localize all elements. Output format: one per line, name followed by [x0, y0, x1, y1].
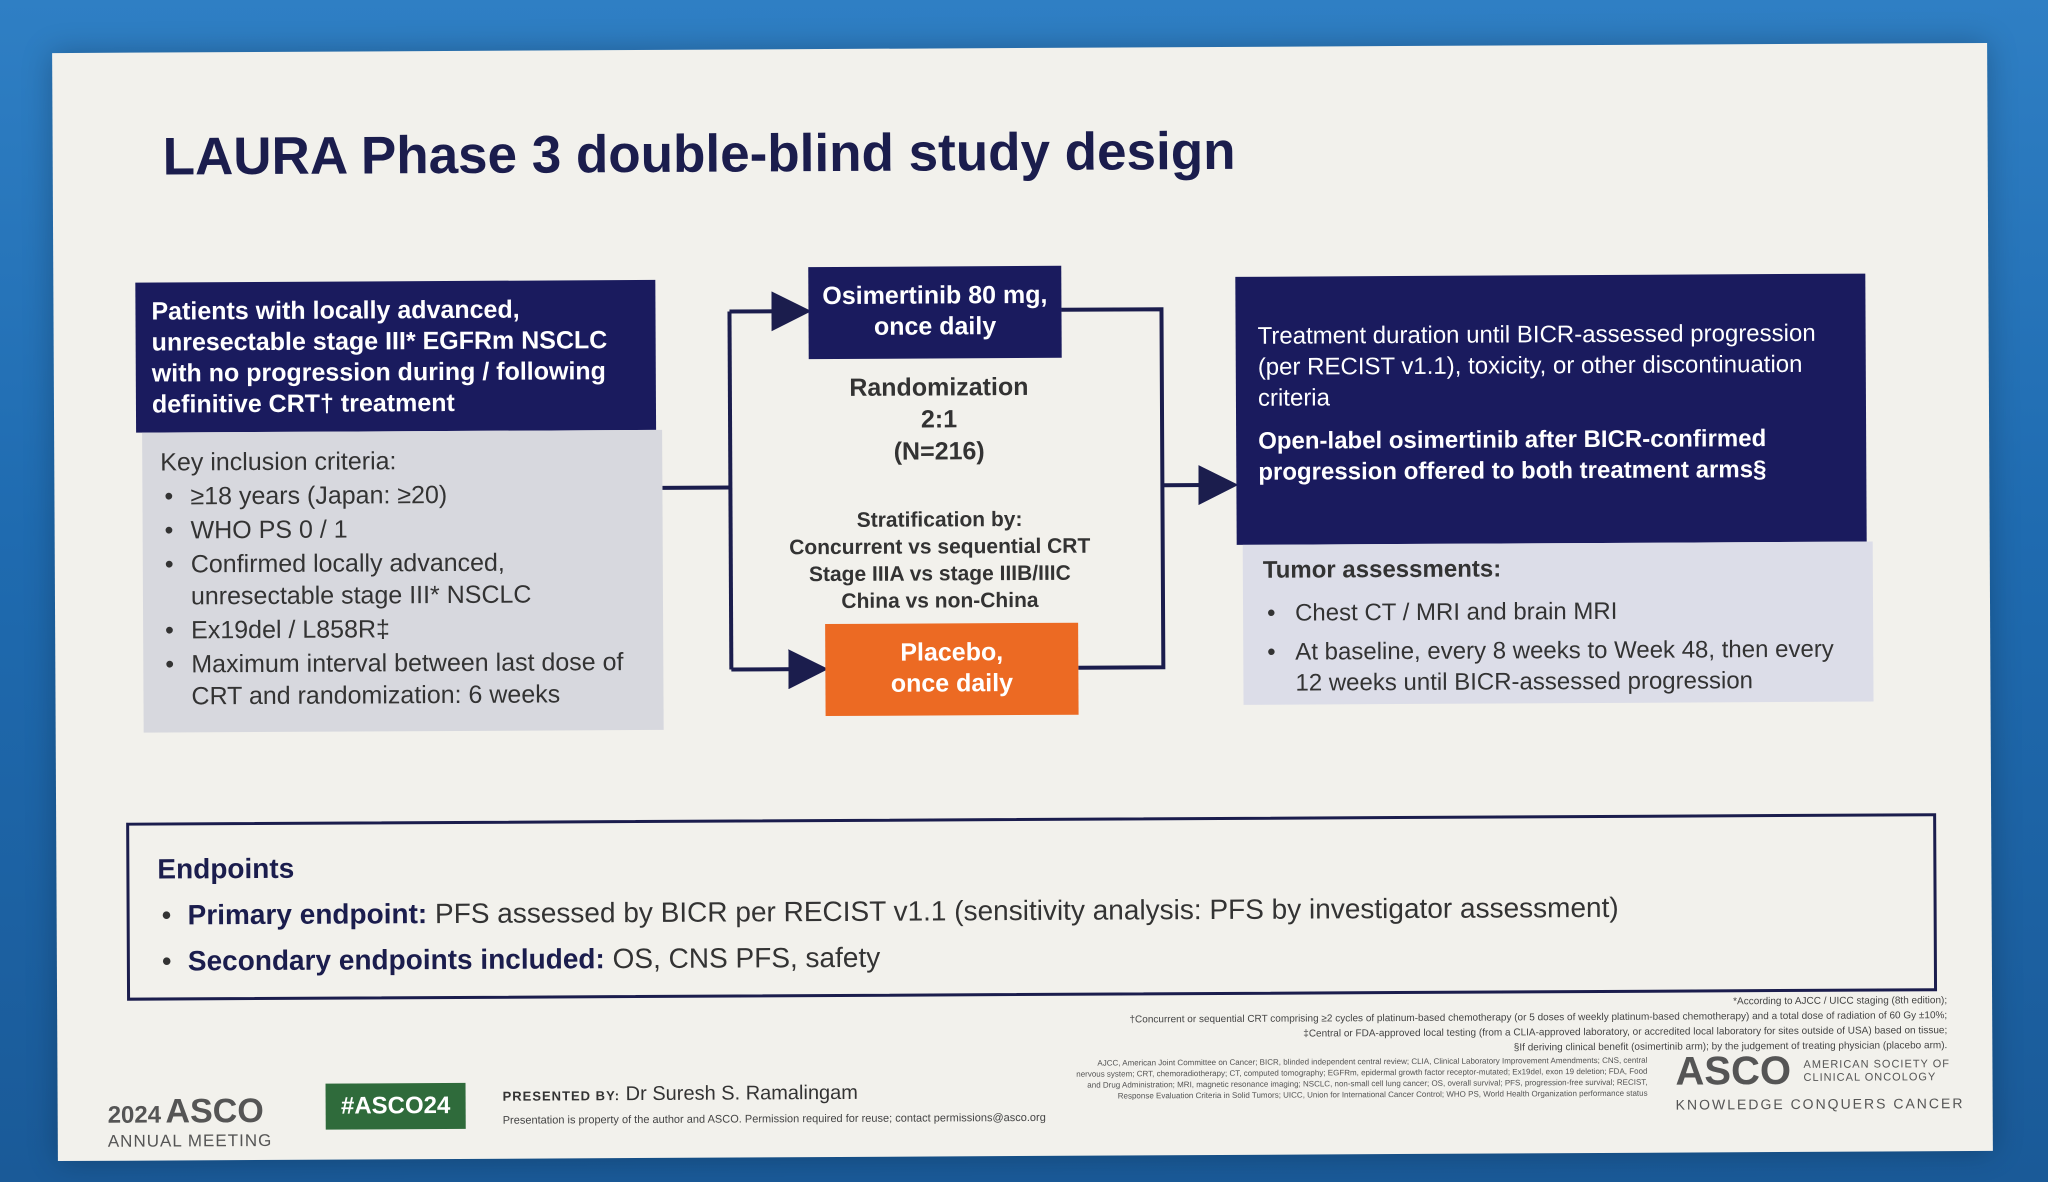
list-item: • WHO PS 0 / 1	[161, 512, 645, 547]
property-notice: Presentation is property of the author and ASCO. Permission required for reuse; contact permissions@asco.org	[502, 1111, 1046, 1127]
list-item: • At baseline, every 8 weeks to Week 48, then every 12 weeks until BICR-assessed progression	[1263, 634, 1853, 699]
placebo-arm-box: Placebo, once daily	[825, 623, 1078, 716]
list-item: • Confirmed locally advanced, unresectable stage III* NSCLC	[161, 546, 645, 613]
footnotes: *According to AJCC / UICC staging (8th edition); †Concurrent or sequential CRT comprising ≥2 cycles of platinum-based chemotherapy (or 5 doses of weekly platinum-based chemotherapy) and a total dose of radiation of 60 Gy ±10%; ‡Central or FDA-approved local testing (from a CLIA-approved laboratory, or accredited local laboratory for sites outside of USA) based on tissue; §If deriving clinical benefit (osimertinib arm); by the judgement of treating physician (placebo arm).	[1129, 995, 1948, 1054]
stratification-label: Stratification by: Concurrent vs sequential CRT Stage IIIA vs stage IIIB/IIIC China vs non-China	[789, 507, 1091, 613]
list-item: • Ex19del / L858R‡	[161, 612, 645, 647]
connector-merge	[1061, 309, 1163, 668]
slide	[52, 43, 1993, 1161]
presented-by: PRESENTED BY: Dr Suresh S. Ramalingam	[502, 1081, 859, 1106]
criteria-heading: Key inclusion criteria:	[160, 447, 397, 477]
asco-annual-meeting-logo: 2024 ASCO ANNUAL MEETING	[107, 1091, 273, 1151]
criteria-list	[160, 478, 645, 713]
list-item: • Maximum interval between last dose of CRT and randomization: 6 weeks	[161, 646, 645, 713]
list-item: • Chest CT / MRI and brain MRI	[1263, 595, 1853, 629]
connector-split	[729, 312, 731, 670]
abbreviations: AJCC, American Joint Committee on Cancer; BICR, blinded independent central review; CLIA, Clinical Laboratory Improvement Amendments; CNS, central nervous system; CRT, chemoradiotherapy; CT, computed tomography; EGFRm, epidermal growth factor receptor-mutated; Ex19del, exon 19 deletion; FDA, Food and Drug Administration; MRI, magnetic resonance imaging; NSCLC, non-small cell lung cancer; OS, overall survival; PFS, progression-free survival; RECIST, Response Evaluation Criteria in Solid Tumors; UICC, Union for International Cancer Control; WHO PS, World Health Organization performance status	[1076, 1055, 1648, 1101]
patients-box: Patients with locally advanced, unresectable stage III* EGFRm NSCLC with no progression during / following definitive CRT† treatment	[135, 280, 656, 433]
asco-logo: ASCO AMERICAN SOCIETY OF CLINICAL ONCOLOGY KNOWLEDGE CONQUERS CANCER	[1675, 1048, 1965, 1113]
slide-title: LAURA Phase 3 double-blind study design	[162, 121, 1236, 187]
endpoints-box: Endpoints • Primary endpoint: PFS assessed by BICR per RECIST v1.1 (sensitivity analysis: PFS by investigator assessment) • Secondary endpoints included: OS, CNS PFS, safety	[126, 813, 1937, 1000]
primary-endpoint: • Primary endpoint: PFS assessed by BICR per RECIST v1.1 (sensitivity analysis: PFS by investigator assessment)	[158, 890, 1906, 931]
list-item: • ≥18 years (Japan: ≥20)	[160, 478, 644, 513]
tumor-assessments-box: Tumor assessments: • Chest CT / MRI and brain MRI • At baseline, every 8 weeks to Week 48, then every 12 weeks until BICR-assessed progression	[1243, 542, 1874, 705]
secondary-endpoints: • Secondary endpoints included: OS, CNS PFS, safety	[158, 936, 1906, 977]
osimertinib-arm-box: Osimertinib 80 mg, once daily	[808, 266, 1061, 359]
hashtag-badge: #ASCO24	[326, 1083, 466, 1130]
inclusion-criteria-box	[142, 430, 664, 733]
treatment-duration-box: Treatment duration until BICR-assessed progression (per RECIST v1.1), toxicity, or other discontinuation criteria Open-label osimertinib after BICR-confirmed progression offered to both treatment arms§	[1235, 274, 1866, 545]
randomization-label: Randomization 2:1 (N=216)	[849, 372, 1029, 466]
